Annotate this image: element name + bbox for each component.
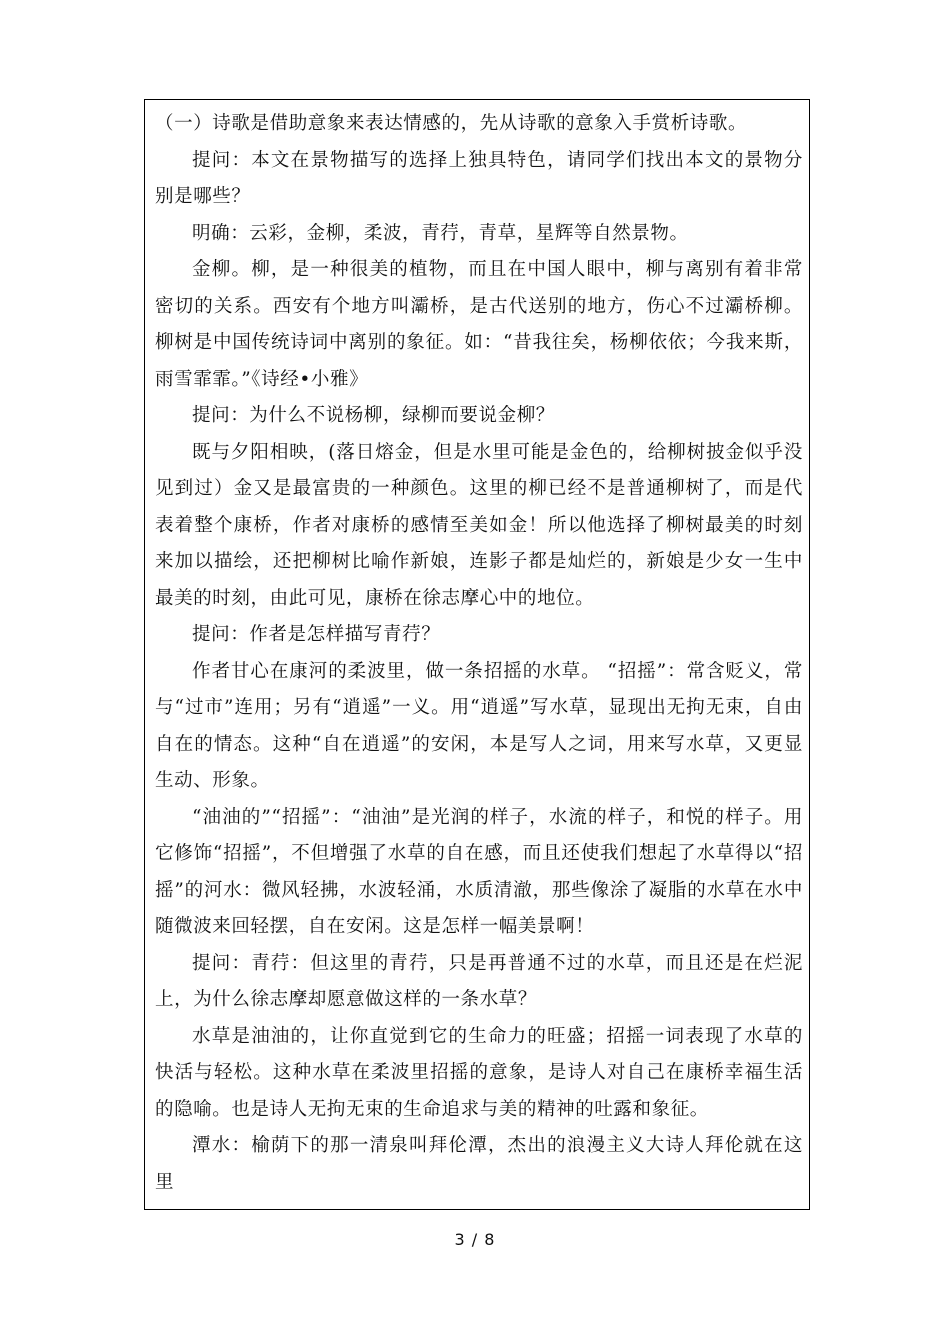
paragraph-golden-willow: 金柳。柳，是一种很美的植物，而且在中国人眼中，柳与离别有着非常密切的关系。西安有个地方叫灞桥，是古代送别的地方，伤心不过灞桥柳。柳树是中国传统诗词中离别的象征。如：“昔我往矣，杨柳依依；今我来斯，雨雪霏霏。”《诗经•小雅》 bbox=[155, 259, 803, 390]
paragraph-byron-pool: 潭水：榆荫下的那一清泉叫拜伦潭，杰出的浪漫主义大诗人拜伦就在这里 bbox=[155, 1135, 803, 1193]
paragraph-water-plant-metaphor: 水草是油油的，让你直觉到它的生命力的旺盛；招摇一词表现了水草的快活与轻松。这种水草在柔波里招摇的意象，是诗人对自己在康桥幸福生活的隐喻。也是诗人无拘无束的生命追求与美的精神的吐露和象征。 bbox=[155, 1025, 803, 1120]
paragraph-answer-scenery: 明确：云彩，金柳，柔波，青荇，青草，星辉等自然景物。 bbox=[192, 222, 689, 244]
paragraph-question-water-plant: 提问：作者是怎样描写青荇？ bbox=[192, 624, 441, 645]
lesson-text bbox=[155, 106, 803, 1201]
page-number: 3 / 8 bbox=[454, 1230, 496, 1249]
paragraph-golden-willow-explanation: 既与夕阳相映，(落日熔金，但是水里可能是金色的，给柳树披金似乎没见到过）金又是最富贵的一种颜色。这里的柳已经不是普通柳树了，而是代表着整个康桥，作者对康桥的感情至美如金！所以他选择了柳树最美的时刻来加以描绘，还把柳树比喻作新娘，连影子都是灿烂的，新娘是少女一生中最美的时刻，由此可见，康桥在徐志摩心中的地位。 bbox=[155, 441, 803, 609]
paragraph-section-heading: （一）诗歌是借助意象来表达情感的，先从诗歌的意象入手赏析诗歌。 bbox=[155, 113, 748, 134]
paragraph-youyou-analysis: “油油的”“招摇”：“油油”是光润的样子，水流的样子，和悦的样子。用它修饰“招摇”，不但增强了水草的自在感，而且还使我们想起了水草得以“招摇”的河水：微风轻拂，水波轻涌，水质清澈，那些像涂了凝脂的水草在水中随微波来回轻摆，自在安闲。这是怎样一幅美景啊！ bbox=[155, 806, 803, 937]
paragraph-water-plant-swaying: 作者甘心在康河的柔波里，做一条招摇的水草。 “招摇”：常含贬义，常与“过市”连用；另有“逍遥”一义。用“逍遥”写水草，显现出无拘无束，自由自在的情态。这种“自在逍遥”的安闲，本是写人之词，用来写水草，又更显生动、形象。 bbox=[155, 660, 803, 791]
paragraph-question-golden-willow: 提问：为什么不说杨柳，绿柳而要说金柳？ bbox=[192, 405, 555, 426]
lesson-table-cell bbox=[144, 99, 810, 1210]
paragraph-question-why-water-plant: 提问：青荇：但这里的青荇，只是再普通不过的水草，而且还是在烂泥上，为什么徐志摩却愿意做这样的一条水草？ bbox=[155, 952, 803, 1010]
paragraph-question-scenery: 提问：本文在景物描写的选择上独具特色，请同学们找出本文的景物分别是哪些？ bbox=[155, 149, 803, 207]
